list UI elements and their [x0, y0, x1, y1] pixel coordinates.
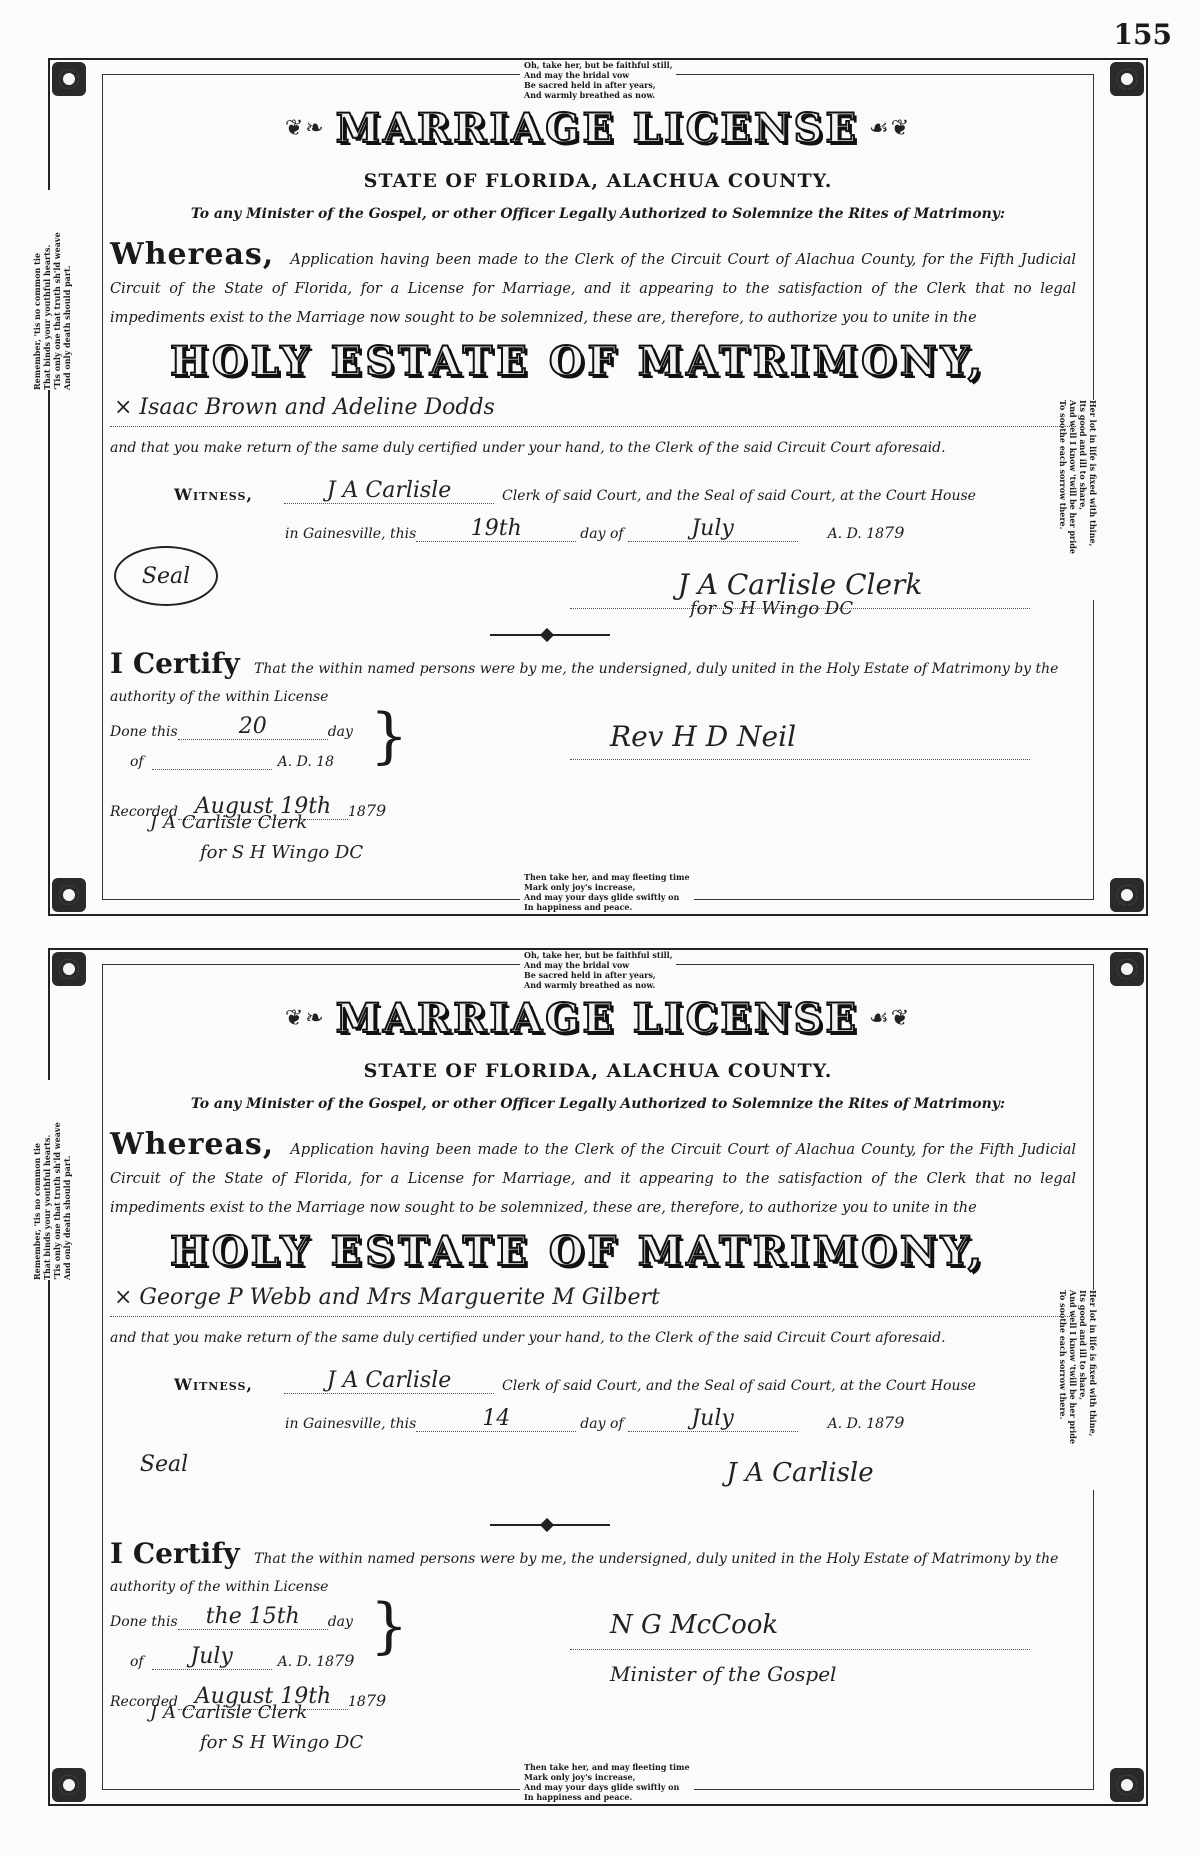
whereas-text: Application having been made to the Clerk of the Circuit Court of Alachua County, for the Fifth Judicial Circuit of the State of Florida, for a License for Marriage, and it appearing to the satisfaction of the Clerk that no legal impediments exist to the Marriage now sought to be solemnized, these are, therefore, to authorize you to unite in the [110, 1142, 1076, 1216]
done-day: 20 [178, 714, 328, 740]
deputy-signature: for S H Wingo DC [690, 598, 854, 619]
witness-row [174, 1364, 1076, 1394]
seal-text: Seal [141, 563, 191, 589]
verse-right: Her lot in life is fixed with thine, Its good and ill to share, And well I know 'twill be her pride To soothe each sorrow there. [1058, 400, 1098, 600]
marriage-license-1 [32, 58, 1148, 916]
flourish-icon: ☙❦ [868, 1005, 912, 1031]
officiant-signature: Rev H D Neil [570, 720, 1030, 760]
address-line: To any Minister of the Gospel, or other Officer Legally Authorized to Solemnize the Rites of Matrimony: [190, 1096, 1006, 1112]
verse-top: Oh, take her, but be faithful still, And may the bridal vow Be sacred held in after years, And warmly breathed as now. [520, 950, 676, 990]
day-of-label: day of [580, 1416, 624, 1432]
done-year: 79 [334, 1651, 355, 1670]
corner-ornament-icon [1110, 952, 1144, 986]
done-row [110, 1604, 353, 1630]
done-day: the 15th [178, 1604, 328, 1630]
verse-top: Oh, take her, but be faithful still, And may the bridal vow Be sacred held in after years, And warmly breathed as now. [520, 60, 676, 100]
witness-signature: J A Carlisle [284, 478, 494, 504]
title-row [170, 104, 1026, 152]
officiant-signature: N G McCook [570, 1610, 1030, 1650]
license-title: MARRIAGE LICENSE [335, 994, 859, 1042]
corner-ornament-icon [1110, 62, 1144, 96]
corner-ornament-icon [1110, 1768, 1144, 1802]
issue-year: 79 [884, 523, 905, 542]
of-row [130, 1644, 354, 1670]
day-label: day [327, 1614, 353, 1630]
certify-paragraph [110, 1537, 1076, 1601]
return-text: and that you make return of the same duly certified under your hand, to the Clerk of the said Circuit Court aforesaid. [110, 1330, 946, 1346]
done-this-label: Done this [110, 1614, 178, 1630]
done-month [152, 769, 272, 770]
divider [490, 1524, 610, 1526]
state-line: STATE OF FLORIDA, ALACHUA COUNTY. [363, 1060, 833, 1082]
certify-word: I Certify [110, 647, 240, 680]
verse-left: Remember, 'tis no common tie That binds your youthful hearts. 'Tis only one that truth sh'ld weave And only death should part. [32, 190, 72, 390]
date-row [285, 512, 1076, 542]
seal-text: Seal [139, 1451, 189, 1477]
clerk-signature: J A Carlisle Clerk [570, 568, 1030, 609]
whereas-word: Whereas, [110, 237, 275, 272]
recorded-year-prefix: 18 [348, 1694, 366, 1710]
in-gainesville-label: in Gainesville, this [285, 1416, 417, 1432]
done-month: July [152, 1644, 272, 1670]
certify-paragraph [110, 647, 1076, 711]
corner-ornament-icon [52, 878, 86, 912]
day-label: day [327, 724, 353, 740]
issue-month: July [628, 516, 798, 542]
ad-label: A. D. 18 [827, 1416, 885, 1432]
verse-right: Her lot in life is fixed with thine, Its good and ill to share, And well I know 'twill be her pride To soothe each sorrow there. [1058, 1290, 1098, 1490]
certify-text: That the within named persons were by me, the undersigned, duly united in the Holy Estate of Matrimony by the authority of the within License [110, 1551, 1059, 1595]
flourish-icon: ☙❦ [868, 115, 912, 141]
whereas-text: Application having been made to the Clerk of the Circuit Court of Alachua County, for the Fifth Judicial Circuit of the State of Florida, for a License for Marriage, and it appearing to the satisfaction of the Clerk that no legal impediments exist to the Marriage now sought to be solemnized, these are, therefore, to authorize you to unite in the [110, 252, 1076, 326]
of-row [130, 754, 334, 770]
seal-stamp [114, 1436, 214, 1492]
issue-day: 14 [416, 1406, 576, 1432]
flourish-icon: ❦❧ [284, 115, 326, 141]
recorded-deputy-signature: for S H Wingo DC [200, 1732, 364, 1753]
in-gainesville-label: in Gainesville, this [285, 526, 417, 542]
verse-left: Remember, 'tis no common tie That binds your youthful hearts. 'Tis only one that truth sh'ld weave And only death should part. [32, 1080, 72, 1280]
done-row [110, 714, 353, 740]
witness-row [174, 474, 1076, 504]
recorded-label: Recorded [110, 804, 178, 820]
clerk-signature: J A Carlisle [726, 1458, 874, 1488]
recorded-year-prefix: 18 [348, 804, 366, 820]
parties-field [110, 1282, 1076, 1317]
officiant-title: Minister of the Gospel [610, 1662, 837, 1686]
ad-label: A. D. 18 [277, 754, 335, 770]
ad-label: A. D. 18 [277, 1654, 335, 1670]
whereas-paragraph [110, 1127, 1076, 1223]
holy-estate-heading: HOLY ESTATE OF MATRIMONY, [170, 1228, 986, 1275]
witness-text: Clerk of said Court, and the Seal of said Court, at the Court House [502, 488, 976, 504]
marriage-license-2 [32, 948, 1148, 1806]
divider [490, 634, 610, 636]
recorded-deputy-signature: for S H Wingo DC [200, 842, 364, 863]
license-title: MARRIAGE LICENSE [335, 104, 859, 152]
brace: } [370, 701, 409, 771]
page-number: 155 [1113, 18, 1172, 51]
witness-text: Clerk of said Court, and the Seal of said Court, at the Court House [502, 1378, 976, 1394]
state-line: STATE OF FLORIDA, ALACHUA COUNTY. [363, 170, 833, 192]
parties-handwriting: × George P Webb and Mrs Marguerite M Gilbert [114, 1285, 660, 1310]
whereas-paragraph [110, 237, 1076, 333]
flourish-icon: ❦❧ [284, 1005, 326, 1031]
whereas-word: Whereas, [110, 1127, 275, 1162]
of-label: of [130, 754, 144, 770]
parties-field [110, 392, 1076, 427]
issue-day: 19th [416, 516, 576, 542]
issue-month: July [628, 1406, 798, 1432]
brace: } [370, 1591, 409, 1661]
recorded-date: August 19th [178, 1684, 348, 1710]
corner-ornament-icon [52, 62, 86, 96]
parties-handwriting: × Isaac Brown and Adeline Dodds [114, 395, 495, 420]
recorded-label: Recorded [110, 1694, 178, 1710]
recorded-clerk-signature: J A Carlisle Clerk [150, 812, 308, 833]
recorded-year: 79 [365, 1691, 387, 1710]
return-text: and that you make return of the same duly certified under your hand, to the Clerk of the said Circuit Court aforesaid. [110, 440, 946, 456]
done-this-label: Done this [110, 724, 178, 740]
corner-ornament-icon [1110, 878, 1144, 912]
witness-label: Witness, [174, 485, 253, 504]
certify-text: That the within named persons were by me, the undersigned, duly united in the Holy Estate of Matrimony by the authority of the within License [110, 661, 1059, 705]
recorded-clerk-signature: J A Carlisle Clerk [150, 1702, 308, 1723]
corner-ornament-icon [52, 952, 86, 986]
witness-label: Witness, [174, 1375, 253, 1394]
corner-ornament-icon [52, 1768, 86, 1802]
of-label: of [130, 1654, 144, 1670]
verse-bottom: Then take her, and may fleeting time Mark only joy's increase, And may your days glide swiftly on In happiness and peace. [520, 872, 694, 912]
witness-signature: J A Carlisle [284, 1368, 494, 1394]
date-row [285, 1402, 1076, 1432]
holy-estate-heading: HOLY ESTATE OF MATRIMONY, [170, 338, 986, 385]
address-line: To any Minister of the Gospel, or other Officer Legally Authorized to Solemnize the Rites of Matrimony: [190, 206, 1006, 222]
issue-year: 79 [884, 1413, 905, 1432]
day-of-label: day of [580, 526, 624, 542]
seal-stamp [114, 546, 218, 606]
ad-label: A. D. 18 [827, 526, 885, 542]
certify-word: I Certify [110, 1537, 240, 1570]
title-row [170, 994, 1026, 1042]
verse-bottom: Then take her, and may fleeting time Mark only joy's increase, And may your days glide swiftly on In happiness and peace. [520, 1762, 694, 1802]
recorded-year: 79 [365, 801, 387, 820]
recorded-date: August 19th [178, 794, 348, 820]
